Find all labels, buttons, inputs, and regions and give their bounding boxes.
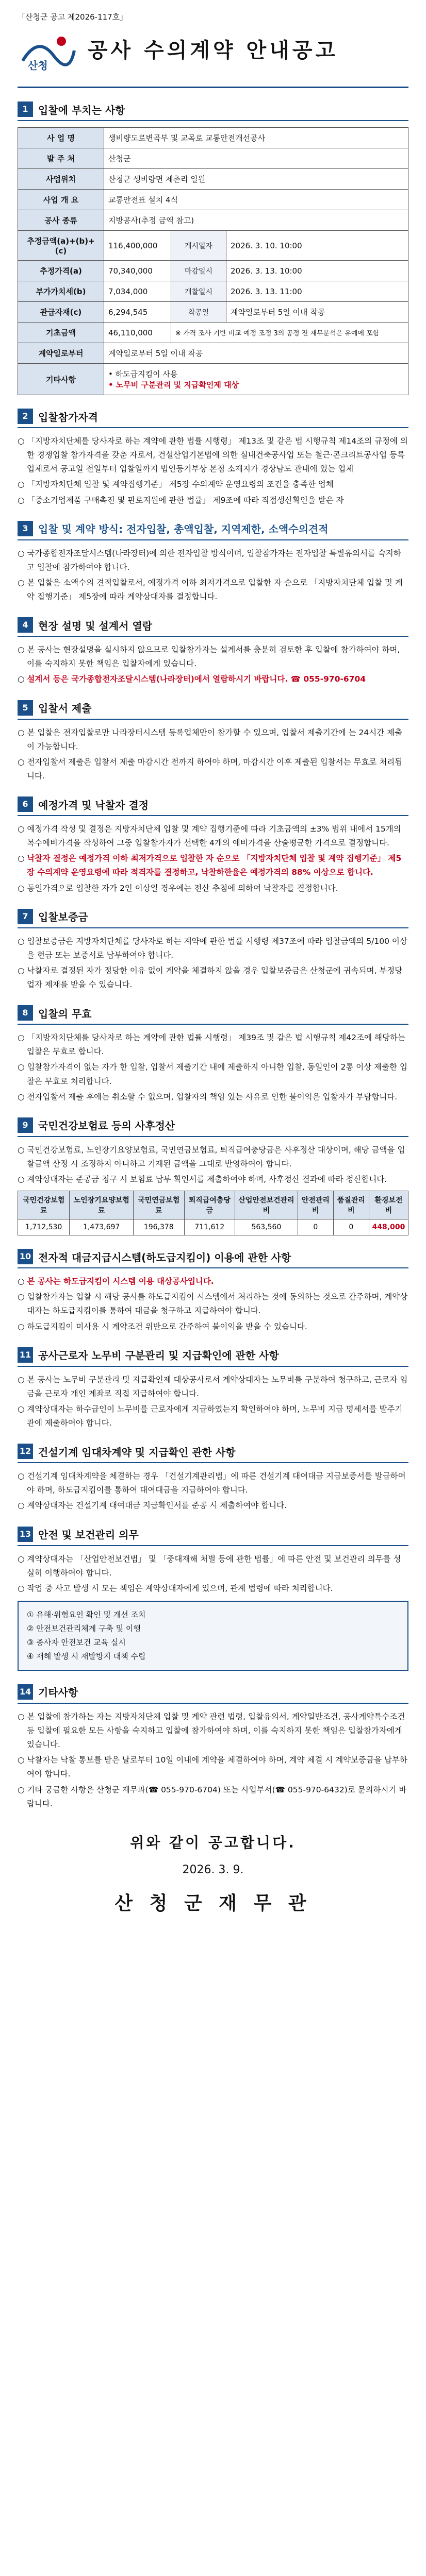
closing-statement: 위와 같이 공고합니다. xyxy=(130,1834,296,1851)
project-name: 생비량도로변곡부 및 교목로 교통안전개선공사 xyxy=(104,128,408,148)
closing-date: 2026. 3. 9. xyxy=(182,1863,244,1876)
notice-number: 「산청군 공고 제2026-117호」 xyxy=(18,12,128,22)
section-labor-cost: 11 공사근로자 노무비 구분관리 및 지급확인에 관한 사항 ○ 본 공사는 노무비 구분관리 및 지급확인제 대상공사로서 계약상대자는 노무비를 구분하여 청구하고, 근로자 임금을 근로자 개인 계좌로 직접 지급하여야 합니다. ○ 계약상대자는 하수급인이 노무비를 근로자에게 지급하였는지 확인하여야 하며, 노무비 지급 명세서를 발주기관에 제출하여야 합니다. xyxy=(18,1347,408,1431)
basic-amount: 46,110,000 xyxy=(104,323,171,343)
section-deposit: 7 입찰보증금 ○ 입찰보증금은 지방자치단체를 당사자로 하는 계약에 관한 법률 시행령 제37조에 따라 입찰금액의 5/100 이상을 현금 또는 보증서로 납부하여야 합니다. ○ 낙찰자로 결정된 자가 정당한 이유 없이 계약을 체결하지 않을 경우 입찰보증금은 산청군에 귀속되며, 부정당업자 제재를 받을 수 있습니다. xyxy=(18,909,408,992)
section-bid-submission: 5 입찰서 제출 ○ 본 입찰은 전자입찰로만 나라장터시스템 등록업체만이 참가할 수 있으며, 입찰서 제출기간에 는 24시간 제출이 가능합니다. ○ 전자입찰서 제출은 입찰서 제출 마감시간 전까지 하여야 하며, 마감시간 이후 제출된 입찰서는 무효로 처리됩니다. xyxy=(18,700,408,784)
section-equipment-lease: 12 건설기계 임대차계약 및 지급확인 관한 사항 ○ 건설기계 임대차계약을 체결하는 경우 「건설기계관리법」에 따른 건설기계 대여대금 지급보증서를 발급하여야 하며, 하도급지킴이를 통하여 대여대금을 지급하여야 합니다. ○ 계약상대자는 건설기계 대여대금 지급확인서를 준공 시 제출하여야 합니다. xyxy=(18,1444,408,1513)
section-bid-items: 1 입찰에 부치는 사항 사 업 명 생비량도로변곡부 및 교목로 교통안전개선공사 발 주 처 산청군 사업위치 산청군 생비량면 제촌리 일원 사업 개 요 교통안전표 설치 4식 공사 종류 지방공사(추정 금액 참고) 추정금액(a)+(b)+(c) 116,400,000 게시일자 2026. 3. 10. 10:00 추정가격(a) 70,340,000 마감일시 2026. 3. 13. 10:00 부가가치세(b) 7,034,000 개찰일시 2026. 3. 13. 11:00 관급자재(c) 6,294,545 착공일 계약일로부터 5일 이내 착공 기초금액 46,110,000 ※ 가격 조사 기반 비교 예정 조정 3의 공정 전 재무분석은 유예에 포함 계약일로부터 계약일로부터 5일 이내 착공 기타사항 • 하도급지킴이 사용 • 노무비 구분관리 및 지급확인제 대상 xyxy=(18,101,408,395)
logo-text: 산청 xyxy=(28,59,48,71)
section-price-decision: 6 예정가격 및 낙찰자 결정 ○ 예정가격 작성 및 결정은 지방자치단체 입찰 및 계약 집행기준에 따라 기초금액의 ±3% 범위 내에서 15개의 복수예비가격을 작성하여 그중 입찰참가자가 선택한 4개의 예비가격을 산술평균한 가격으로 결정합니다. ○ 낙찰자 결정은 예정가격 이하 최저가격으로 입찰한 자 순으로 「지방자치단체 입찰 및 계약 집행기준」 제5장 수의계약 운영요령에 따라 적격자를 결정하고, 낙찰하한율은 예정가격의 88% 이상으로 합니다. ○ 동일가격으로 입찰한 자가 2인 이상일 경우에는 전산 추첨에 의하여 낙찰자를 결정합니다. xyxy=(18,796,408,895)
safety-duties-box: ① 유해·위험요인 확인 및 개선 조치 ② 안전보건관리체계 구축 및 이행 ③ 종사자 안전보건 교육 실시 ④ 재해 발생 시 재발방지 대책 수립 xyxy=(18,1601,408,1671)
section-other: 14 기타사항 ○ 본 입찰에 참가하는 자는 지방자치단체 입찰 및 계약 관련 법령, 입찰유의서, 계약일반조건, 공사계약특수조건 등 입찰에 필요한 모든 사항을 숙지하고 입찰에 참가하여야 하며, 이를 숙지하지 못한 책임은 입찰참가자에게 있습니다. ○ 낙찰자는 낙찰 통보를 받은 날로부터 10일 이내에 계약을 체결하여야 하며, 계약 체결 시 계약보증금을 납부하여야 합니다. ○ 기타 궁금한 사항은 산청군 재무과(☎ 055-970-6704) 또는 사업부서(☎ 055-970-6432)로 문의하시기 바랍니다. xyxy=(18,1684,408,1811)
section-site-briefing: 4 현장 설명 및 설계서 열람 ○ 본 공사는 현장설명을 실시하지 않으므로 입찰참가자는 설계서를 충분히 검토한 후 입찰에 참가하여야 하며, 이를 숙지하지 못한 책임은 입찰자에게 있습니다. ○ 설계서 등은 국가종합전자조달시스템(나라장터)에서 열람하시기 바랍니다. ☎ 055-970-6704 xyxy=(18,617,408,686)
section-bid-method: 3 입찰 및 계약 방식: 전자입찰, 총액입찰, 지역제한, 소액수의견적 ○ 국가종합전자조달시스템(나라장터)에 의한 전자입찰 방식이며, 입찰참가자는 전자입찰 특별유의서를 숙지하고 입찰에 참가하여야 합니다. ○ 본 입찰은 소액수의 견적입찰로서, 예정가격 이하 최저가격으로 입찰한 자 순으로 「지방자치단체 입찰 및 계약 집행기준」 제5장에 따라 계약상대자를 결정합니다. xyxy=(18,521,408,604)
section-eligibility: 2 입찰참가자격 ○ 「지방자치단체를 당사자로 하는 계약에 관한 법률 시행령」 제13조 및 같은 법 시행규칙 제14조의 규정에 의한 경쟁입찰 참가자격을 갖춘 자로서, 건설산업기본법에 의한 실내건축공사업 또는 철근·콘크리트공사업 등록업체로서 공고일 전일부터 입찰일까지 법인등기부상 본점 소재지가 경상남도 관내에 있는 업체 ○ 「지방자치단체 입찰 및 계약집행기준」 제5장 수의계약 운영요령의 조건을 충족한 업체 ○ 「중소기업제품 구매촉진 및 판로지원에 관한 법률」 제9조에 따라 직접생산확인을 받은 자 xyxy=(18,409,408,507)
section-payment-system: 10 전자적 대금지급시스템(하도급지킴이) 이용에 관한 사항 ○ 본 공사는 하도급지킴이 시스템 이용 대상공사입니다. ○ 입찰참가자는 입찰 시 해당 공사를 하도급지킴이 시스템에서 처리하는 것에 동의하는 것으로 간주하며, 계약상대자는 하도급지킴이를 통하여 대금을 청구하고 지급하여야 합니다. ○ 하도급지킴이 미사용 시 계약조건 위반으로 간주하여 불이익을 받을 수 있습니다. xyxy=(18,1249,408,1334)
section-title: 입찰에 부치는 사항 xyxy=(38,104,125,116)
section-safety: 13 안전 및 보건관리 의무 ○ 계약상대자는 「산업안전보건법」 및 「중대재해 처벌 등에 관한 법률」에 따른 안전 및 보건관리 의무를 성실히 이행하여야 합니다. ○ 작업 중 사고 발생 시 모든 책임은 계약상대자에게 있으며, 관계 법령에 따라 처리합니다. ① 유해·위험요인 확인 및 개선 조치 ② 안전보건관리체계 구축 및 이행 ③ 종사자 안전보건 교육 실시 ④ 재해 발생 시 재발방지 대책 수립 xyxy=(18,1527,408,1671)
insurance-table: 국민건강보험료 노인장기요양보험료 국민연금보험료 퇴직급여충당금 산업안전보건관리비 안전관리비 품질관리비 환경보전비 1,712,530 1,473,697 196,378 711,612 563,560 0 0 448,000 xyxy=(18,1191,408,1235)
section-invalid-bids: 8 입찰의 무효 ○ 「지방자치단체를 당사자로 하는 계약에 관한 법률 시행령」 제39조 및 같은 법 시행규칙 제42조에 해당하는 입찰은 무효로 합니다. ○ 입찰참가자격이 없는 자가 한 입찰, 입찰서 제출기간 내에 제출하지 아니한 입찰, 동일인이 2통 이상 제출한 입찰은 무효로 처리합니다. ○ 전자입찰서 제출 후에는 취소할 수 없으며, 입찰자의 책임 있는 사유로 인한 불이익은 입찰자가 부담합니다. xyxy=(18,1005,408,1104)
header xyxy=(18,30,408,88)
logo-mark-icon xyxy=(18,30,79,71)
issuing-authority: 산 청 군 재 무 관 xyxy=(114,1892,312,1914)
bid-info-table: 사 업 명 생비량도로변곡부 및 교목로 교통안전개선공사 발 주 처 산청군 사업위치 산청군 생비량면 제촌리 일원 사업 개 요 교통안전표 설치 4식 공사 종류 지방공사(추정 금액 참고) 추정금액(a)+(b)+(c) 116,400,000 게시일자 2026. 3. 10. 10:00 추정가격(a) 70,340,000 마감일시 2026. 3. 13. 10:00 부가가치세(b) 7,034,000 개찰일시 2026. 3. 13. 11:00 관급자재(c) 6,294,545 착공일 계약일로부터 5일 이내 착공 기초금액 46,110,000 ※ 가격 조사 기반 비교 예정 조정 3의 공정 전 재무분석은 유예에 포함 계약일로부터 계약일로부터 5일 이내 착공 기타사항 • 하도급지킴이 사용 • 노무비 구분관리 및 지급확인제 대상 xyxy=(18,127,408,395)
section-insurance: 9 국민건강보험료 등의 사후정산 ○ 국민건강보험료, 노인장기요양보험료, 국민연금보험료, 퇴직급여충당금은 사후정산 대상이며, 해당 금액을 입찰금액 산정 시 조정하지 아니하고 기재된 금액을 그대로 반영하여야 합니다. ○ 계약상대자는 준공금 청구 시 보험료 납부 확인서를 제출하여야 하며, 사후정산 결과에 따라 정산합니다. 국민건강보험료 노인장기요양보험료 국민연금보험료 퇴직급여충당금 산업안전보건관리비 안전관리비 품질관리비 환경보전비 1,712,530 1,473,697 196,378 711,612 563,560 0 0 448,000 xyxy=(18,1117,408,1235)
closing xyxy=(18,1832,408,1915)
page-title: 공사 수의계약 안내공고 xyxy=(87,38,339,62)
budget-value: 116,400,000 xyxy=(104,231,171,261)
sancheong-logo xyxy=(18,30,79,71)
